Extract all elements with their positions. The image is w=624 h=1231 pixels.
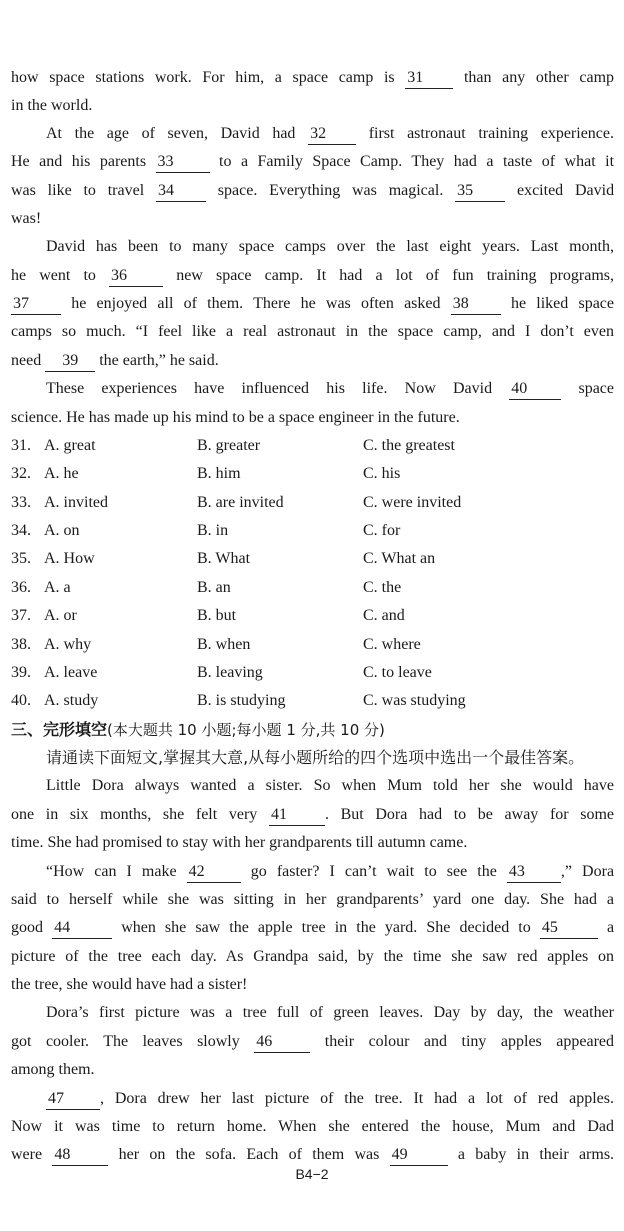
passage2-line — [46, 1085, 614, 1113]
question-number: 33. — [11, 494, 31, 511]
passage1-line — [11, 64, 614, 92]
option-b: B. is studying — [197, 692, 286, 709]
question-number: 38. — [11, 636, 31, 653]
blank-36: 36 — [109, 266, 163, 287]
blank-39: 39 — [45, 351, 95, 372]
text-segment: he went to — [11, 267, 96, 284]
option-c: C. where — [363, 636, 421, 653]
passage2-line — [11, 886, 614, 914]
option-a: A. or — [44, 607, 77, 624]
text-segment: time. She had promised to stay with her grandparents till autumn came. — [11, 834, 468, 851]
text-segment: go faster? I can’t wait to see the — [250, 863, 497, 880]
blank-32: 32 — [308, 124, 356, 145]
text-segment: among them. — [11, 1061, 95, 1078]
question-number: 32. — [11, 465, 31, 482]
text-segment: when she saw the apple tree in the yard. She decided to — [121, 919, 531, 936]
text-segment: the earth,” he said. — [99, 352, 219, 369]
text-segment: Little Dora always wanted a sister. So when Mum told her she would have — [46, 777, 614, 794]
text-segment: Dora’s first picture was a tree full of green leaves. Day by day, the weather — [46, 1004, 614, 1021]
passage2-line — [46, 858, 614, 886]
text-segment: their colour and tiny apples appeared — [324, 1033, 614, 1050]
passage2-line — [11, 1056, 614, 1084]
option-c: C. and — [363, 607, 405, 624]
text-segment: space. Everything was magical. — [217, 182, 444, 199]
blank-47: 47 — [46, 1089, 100, 1110]
option-b: B. when — [197, 636, 251, 653]
option-a: A. study — [44, 692, 99, 709]
text-segment: good — [11, 919, 43, 936]
passage2-line — [46, 772, 614, 800]
passage2-line — [11, 943, 614, 971]
text-segment: These experiences have influenced his life. Now David — [46, 380, 493, 397]
text-segment: space — [578, 380, 614, 397]
blank-41: 41 — [269, 805, 325, 826]
option-row — [11, 659, 614, 687]
option-c: C. to leave — [363, 664, 432, 681]
option-c: C. the greatest — [363, 437, 455, 454]
question-number: 37. — [11, 607, 31, 624]
option-row — [11, 602, 614, 630]
blank-37: 37 — [11, 294, 61, 315]
passage2-line — [11, 971, 614, 999]
option-row — [11, 489, 614, 517]
passage1-line — [11, 205, 614, 233]
text-segment: than any other camp — [463, 69, 614, 86]
option-b: B. him — [197, 465, 241, 482]
option-c: C. What an — [363, 550, 436, 567]
text-segment: one in six months, she felt very — [11, 806, 258, 823]
text-segment: At the age of seven, David had — [46, 125, 296, 142]
option-a: A. he — [44, 465, 79, 482]
text-segment: the tree, she would have had a sister! — [11, 976, 248, 993]
option-row — [11, 517, 614, 545]
option-row — [11, 631, 614, 659]
option-a: A. why — [44, 636, 92, 653]
text-segment: he liked space — [510, 295, 614, 312]
blank-34: 34 — [156, 181, 206, 202]
page-code: B4−2 — [295, 1166, 329, 1182]
blank-40: 40 — [509, 379, 561, 400]
option-row — [11, 432, 614, 460]
question-number: 39. — [11, 664, 31, 681]
option-c: C. the — [363, 579, 402, 596]
option-a: A. on — [44, 522, 80, 539]
question-number: 34. — [11, 522, 31, 539]
option-b: B. greater — [197, 437, 261, 454]
text-segment: need — [11, 352, 42, 369]
option-row — [11, 545, 614, 573]
option-c: C. for — [363, 522, 401, 539]
text-segment: excited David — [516, 182, 614, 199]
text-segment: . But Dora had to be away for some — [324, 806, 614, 823]
text-segment: he enjoyed all of them. There he was often asked — [71, 295, 441, 312]
blank-31: 31 — [405, 68, 453, 89]
passage1-line — [11, 177, 614, 205]
passage1-line — [11, 404, 614, 432]
text-segment: David has been to many space camps over the last eight years. Last month, — [46, 238, 614, 255]
passage2-line — [11, 1113, 614, 1141]
option-b: B. in — [197, 522, 229, 539]
option-a: A. leave — [44, 664, 98, 681]
option-b: B. What — [197, 550, 251, 567]
section-title: 三、完形填空 — [11, 720, 108, 739]
option-a: A. How — [44, 550, 95, 567]
text-segment: got cooler. The leaves slowly — [11, 1033, 240, 1050]
text-segment: first astronaut training experience. — [368, 125, 614, 142]
passage1-line — [11, 262, 614, 290]
option-c: C. were invited — [363, 494, 462, 511]
text-segment: how space stations work. For him, a space camp is — [11, 69, 395, 86]
passage1-line — [46, 120, 614, 148]
passage2-line — [11, 801, 614, 829]
question-number: 31. — [11, 437, 31, 454]
section-instruction: 请通读下面短文,掌握其大意,从每小题所给的四个选项中选出一个最佳答案。 — [46, 748, 585, 767]
passage1-line — [46, 233, 614, 261]
section-heading — [11, 716, 385, 744]
option-b: B. but — [197, 607, 237, 624]
option-row — [11, 460, 614, 488]
blank-49: 49 — [390, 1145, 448, 1166]
option-a: A. great — [44, 437, 96, 454]
text-segment: , Dora drew her last picture of the tree. It had a lot of red apples. — [100, 1090, 614, 1107]
blank-45: 45 — [540, 918, 598, 939]
blank-44: 44 — [52, 918, 112, 939]
blank-33: 33 — [156, 152, 210, 173]
option-a: A. invited — [44, 494, 108, 511]
passage1-line — [11, 318, 614, 346]
blank-38: 38 — [451, 294, 501, 315]
passage1-line — [46, 375, 614, 403]
option-c: C. was studying — [363, 692, 466, 709]
option-b: B. an — [197, 579, 231, 596]
question-number: 40. — [11, 692, 31, 709]
text-segment: was like to travel — [11, 182, 145, 199]
question-number: 35. — [11, 550, 31, 567]
text-segment: was! — [11, 210, 42, 227]
passage2-line — [11, 829, 614, 857]
section-detail: (本大题共 10 小题;每小题 1 分,共 10 分) — [107, 721, 385, 739]
text-segment: a — [606, 919, 614, 936]
text-segment: in the world. — [11, 97, 93, 114]
question-number: 36. — [11, 579, 31, 596]
blank-46: 46 — [254, 1032, 310, 1053]
passage1-line — [11, 347, 614, 375]
text-segment: “How can I make — [46, 863, 177, 880]
option-row — [11, 574, 614, 602]
option-b: B. leaving — [197, 664, 263, 681]
blank-48: 48 — [52, 1145, 108, 1166]
text-segment: a baby in their arms. — [457, 1146, 614, 1163]
text-segment: said to herself while she was sitting in her grandparents’ yard one day. She had a — [11, 891, 614, 908]
blank-42: 42 — [187, 862, 241, 883]
passage1-line — [11, 148, 614, 176]
passage2-line — [46, 999, 614, 1027]
passage2-line — [11, 914, 614, 942]
text-segment: new space camp. It had a lot of fun training programs, — [176, 267, 614, 284]
blank-43: 43 — [507, 862, 561, 883]
text-segment: He and his parents — [11, 153, 147, 170]
passage1-line — [11, 290, 614, 318]
text-segment: Now it was time to return home. When she entered the house, Mum and Dad — [11, 1118, 614, 1135]
passage1-line — [11, 92, 614, 120]
passage2-line — [11, 1028, 614, 1056]
text-segment: ,” Dora — [560, 863, 614, 880]
option-b: B. are invited — [197, 494, 284, 511]
text-segment: picture of the tree each day. As Grandpa said, by the time she saw red apples on — [11, 948, 614, 965]
option-a: A. a — [44, 579, 71, 596]
text-segment: were — [11, 1146, 43, 1163]
option-c: C. his — [363, 465, 401, 482]
text-segment: her on the sofa. Each of them was — [118, 1146, 380, 1163]
text-segment: science. He has made up his mind to be a space engineer in the future. — [11, 409, 460, 426]
blank-35: 35 — [455, 181, 505, 202]
text-segment: camps so much. “I feel like a real astronaut in the space camp, and I don’t even — [11, 323, 614, 340]
option-row — [11, 687, 614, 715]
text-segment: to a Family Space Camp. They had a taste of what it — [219, 153, 614, 170]
